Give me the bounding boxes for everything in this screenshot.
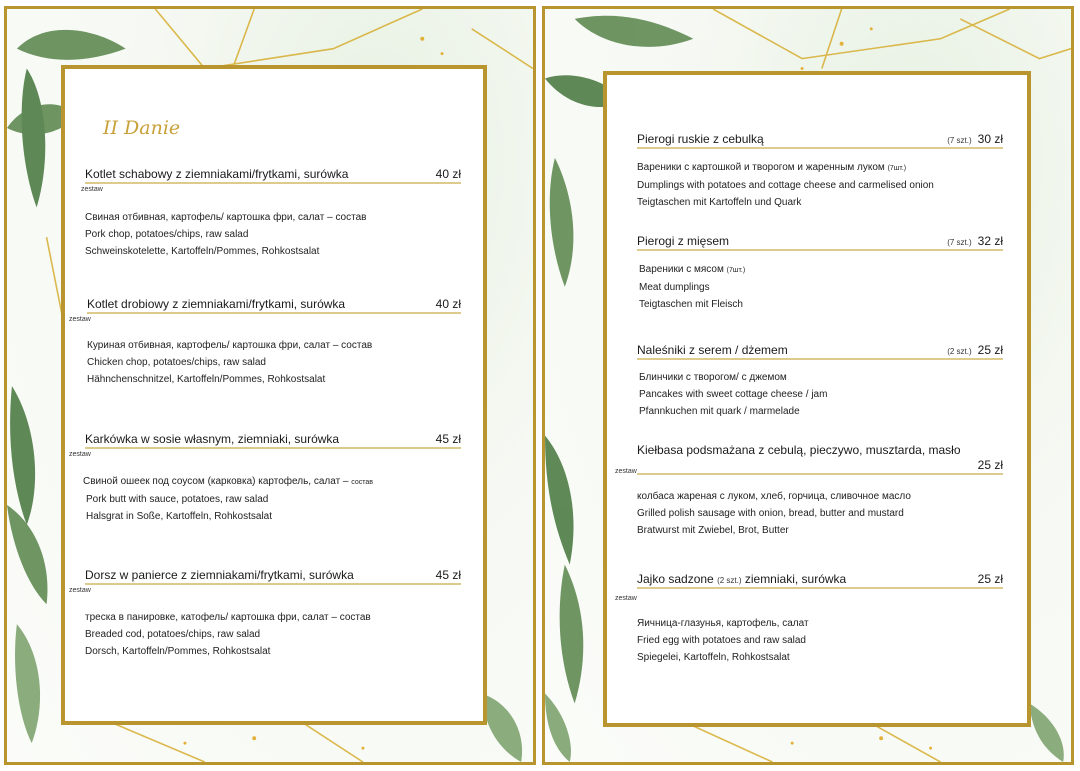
description-line-ru: Яичница-глазунья, картофель, салат <box>637 618 809 629</box>
menu-card <box>61 65 487 725</box>
menu-item <box>65 565 483 585</box>
description-line-ru: Куриная отбивная, картофель/ картошка фри, салат – состав <box>87 340 373 351</box>
description-line-ru: колбаса жареная с луком, хлеб, горчица, сливочное масло <box>637 491 911 502</box>
item-price: 40 zł <box>435 297 461 311</box>
description-line-de: Pfannkuchen mit quark / marmelade <box>639 406 800 417</box>
description-line-de: Spiegelei, Kartoffeln, Rohkostsalat <box>637 652 790 663</box>
description-lead: Свиной ошеек под соусом (карковка) картофель, салат – <box>83 476 352 487</box>
item-header-name <box>637 441 1027 457</box>
menu-item <box>607 569 1027 589</box>
description-line-de: Dorsch, Kartoffeln/Pommes, Rohkostsalat <box>85 646 271 657</box>
item-header <box>637 340 1003 360</box>
section-title: II Danie <box>103 117 181 139</box>
zestaw-label: zestaw <box>615 595 637 602</box>
zestaw-label: zestaw <box>69 587 91 594</box>
item-name: Kotlet drobiowy z ziemniakami/frytkami, surówka <box>87 297 346 311</box>
item-header <box>85 164 461 184</box>
item-price: 25 zł <box>977 572 1003 586</box>
description-line-en: Pork butt with sauce, potatoes, raw salad <box>86 494 269 505</box>
item-price-group <box>947 234 1003 248</box>
description-line-en: Breaded cod, potatoes/chips, raw salad <box>85 629 261 640</box>
description-line-en: Pork chop, potatoes/chips, raw salad <box>85 229 249 240</box>
description-line-de: Halsgrat in Soße, Kartoffeln, Rohkostsalat <box>86 511 273 522</box>
item-quantity: (2 szt.) <box>947 347 972 356</box>
item-description <box>85 609 371 660</box>
item-quantity: (7 szt.) <box>947 238 972 247</box>
item-price: 32 zł <box>977 234 1003 248</box>
description-line-de: Teigtaschen mit Fleisch <box>639 299 743 310</box>
item-description <box>639 261 745 313</box>
menu-item <box>65 164 483 184</box>
description-line-de: Bratwurst mit Zwiebel, Brot, Butter <box>637 525 789 536</box>
description-line-en: Meat dumplings <box>639 282 710 293</box>
item-description <box>83 473 373 525</box>
description-line-ru: Свиная отбивная, картофель/ картошка фри, салат – состав <box>85 212 367 223</box>
menu-item <box>65 429 483 449</box>
description-line-de: Hähnchenschnitzel, Kartoffeln/Pommes, Rohkostsalat <box>87 374 326 385</box>
item-description <box>639 369 827 420</box>
item-header <box>637 569 1003 589</box>
zestaw-label: zestaw <box>81 186 103 193</box>
item-header <box>85 429 461 449</box>
description-line-en: Pancakes with sweet cottage cheese / jam <box>639 389 828 400</box>
menu-page-right <box>542 6 1074 765</box>
menu-page-left <box>4 6 536 765</box>
menu-item <box>607 441 1027 475</box>
item-description <box>85 209 366 260</box>
description-lead: Вареники с картошкой и творогом и жаренным луком <box>637 162 888 173</box>
item-name-group <box>637 572 846 586</box>
menu-item <box>607 340 1027 360</box>
item-header <box>637 231 1003 251</box>
item-name: Kiełbasa podsmażana z cebulą, pieczywo, musztarda, masło <box>637 443 961 457</box>
item-price: 30 zł <box>977 132 1003 146</box>
description-line-ru: треска в панировке, катофель/ картошка фри, салат – состав <box>85 612 371 623</box>
item-header <box>85 565 461 585</box>
item-description <box>637 488 911 539</box>
description-lead-small: (7шт.) <box>726 267 746 274</box>
item-header <box>637 457 1003 475</box>
description-line-ru <box>639 261 745 279</box>
description-line-ru <box>637 159 934 177</box>
item-price: 25 zł <box>977 343 1003 357</box>
description-line-de: Schweinskotelette, Kartoffeln/Pommes, Rohkostsalat <box>85 246 320 257</box>
item-price: 45 zł <box>435 568 461 582</box>
menu-card <box>603 71 1031 727</box>
item-name: Pierogi ruskie z cebulką <box>637 132 764 146</box>
item-description <box>637 159 934 211</box>
item-name: Jajko sadzone <box>637 572 718 586</box>
description-lead-small: (7шт.) <box>887 165 907 172</box>
item-price: 25 zł <box>977 458 1003 472</box>
menu-item <box>65 294 483 314</box>
zestaw-label: zestaw <box>69 451 91 458</box>
item-description <box>87 337 372 388</box>
description-lead-small: состав <box>351 479 373 486</box>
item-quantity: (2 szt.) <box>717 576 742 585</box>
description-line-ru <box>83 473 373 491</box>
item-name: Kotlet schabowy z ziemniakami/frytkami, surówka <box>85 167 349 181</box>
item-price-group <box>947 343 1003 357</box>
item-header <box>87 294 461 314</box>
description-line-en: Chicken chop, potatoes/chips, raw salad <box>87 357 266 368</box>
zestaw-label: zestaw <box>69 316 91 323</box>
item-price-group <box>947 132 1003 146</box>
item-price: 45 zł <box>435 432 461 446</box>
description-line-ru: Блинчики с творогом/ с джемом <box>639 372 787 383</box>
zestaw-label: zestaw <box>615 468 637 475</box>
item-description <box>637 615 809 666</box>
description-line-de: Teigtaschen mit Kartoffeln und Quark <box>637 197 802 208</box>
item-price: 40 zł <box>435 167 461 181</box>
item-header <box>637 129 1003 149</box>
description-line-en: Grilled polish sausage with onion, bread, butter and mustard <box>637 508 904 519</box>
menu-item <box>607 129 1027 149</box>
description-lead: Вареники с мясом <box>639 264 727 275</box>
item-name: Dorsz w panierce z ziemniakami/frytkami, surówka <box>85 568 354 582</box>
item-name: Pierogi z mięsem <box>637 234 730 248</box>
description-line-en: Fried egg with potatoes and raw salad <box>637 635 806 646</box>
item-name-suffix: ziemniaki, surówka <box>741 572 847 586</box>
menu-item <box>607 231 1027 251</box>
description-line-en: Dumplings with potatoes and cottage cheese and carmelised onion <box>637 180 934 191</box>
item-name: Karkówka w sosie własnym, ziemniaki, surówka <box>85 432 340 446</box>
item-quantity: (7 szt.) <box>947 136 972 145</box>
item-name: Naleśniki z serem / dżemem <box>637 343 788 357</box>
